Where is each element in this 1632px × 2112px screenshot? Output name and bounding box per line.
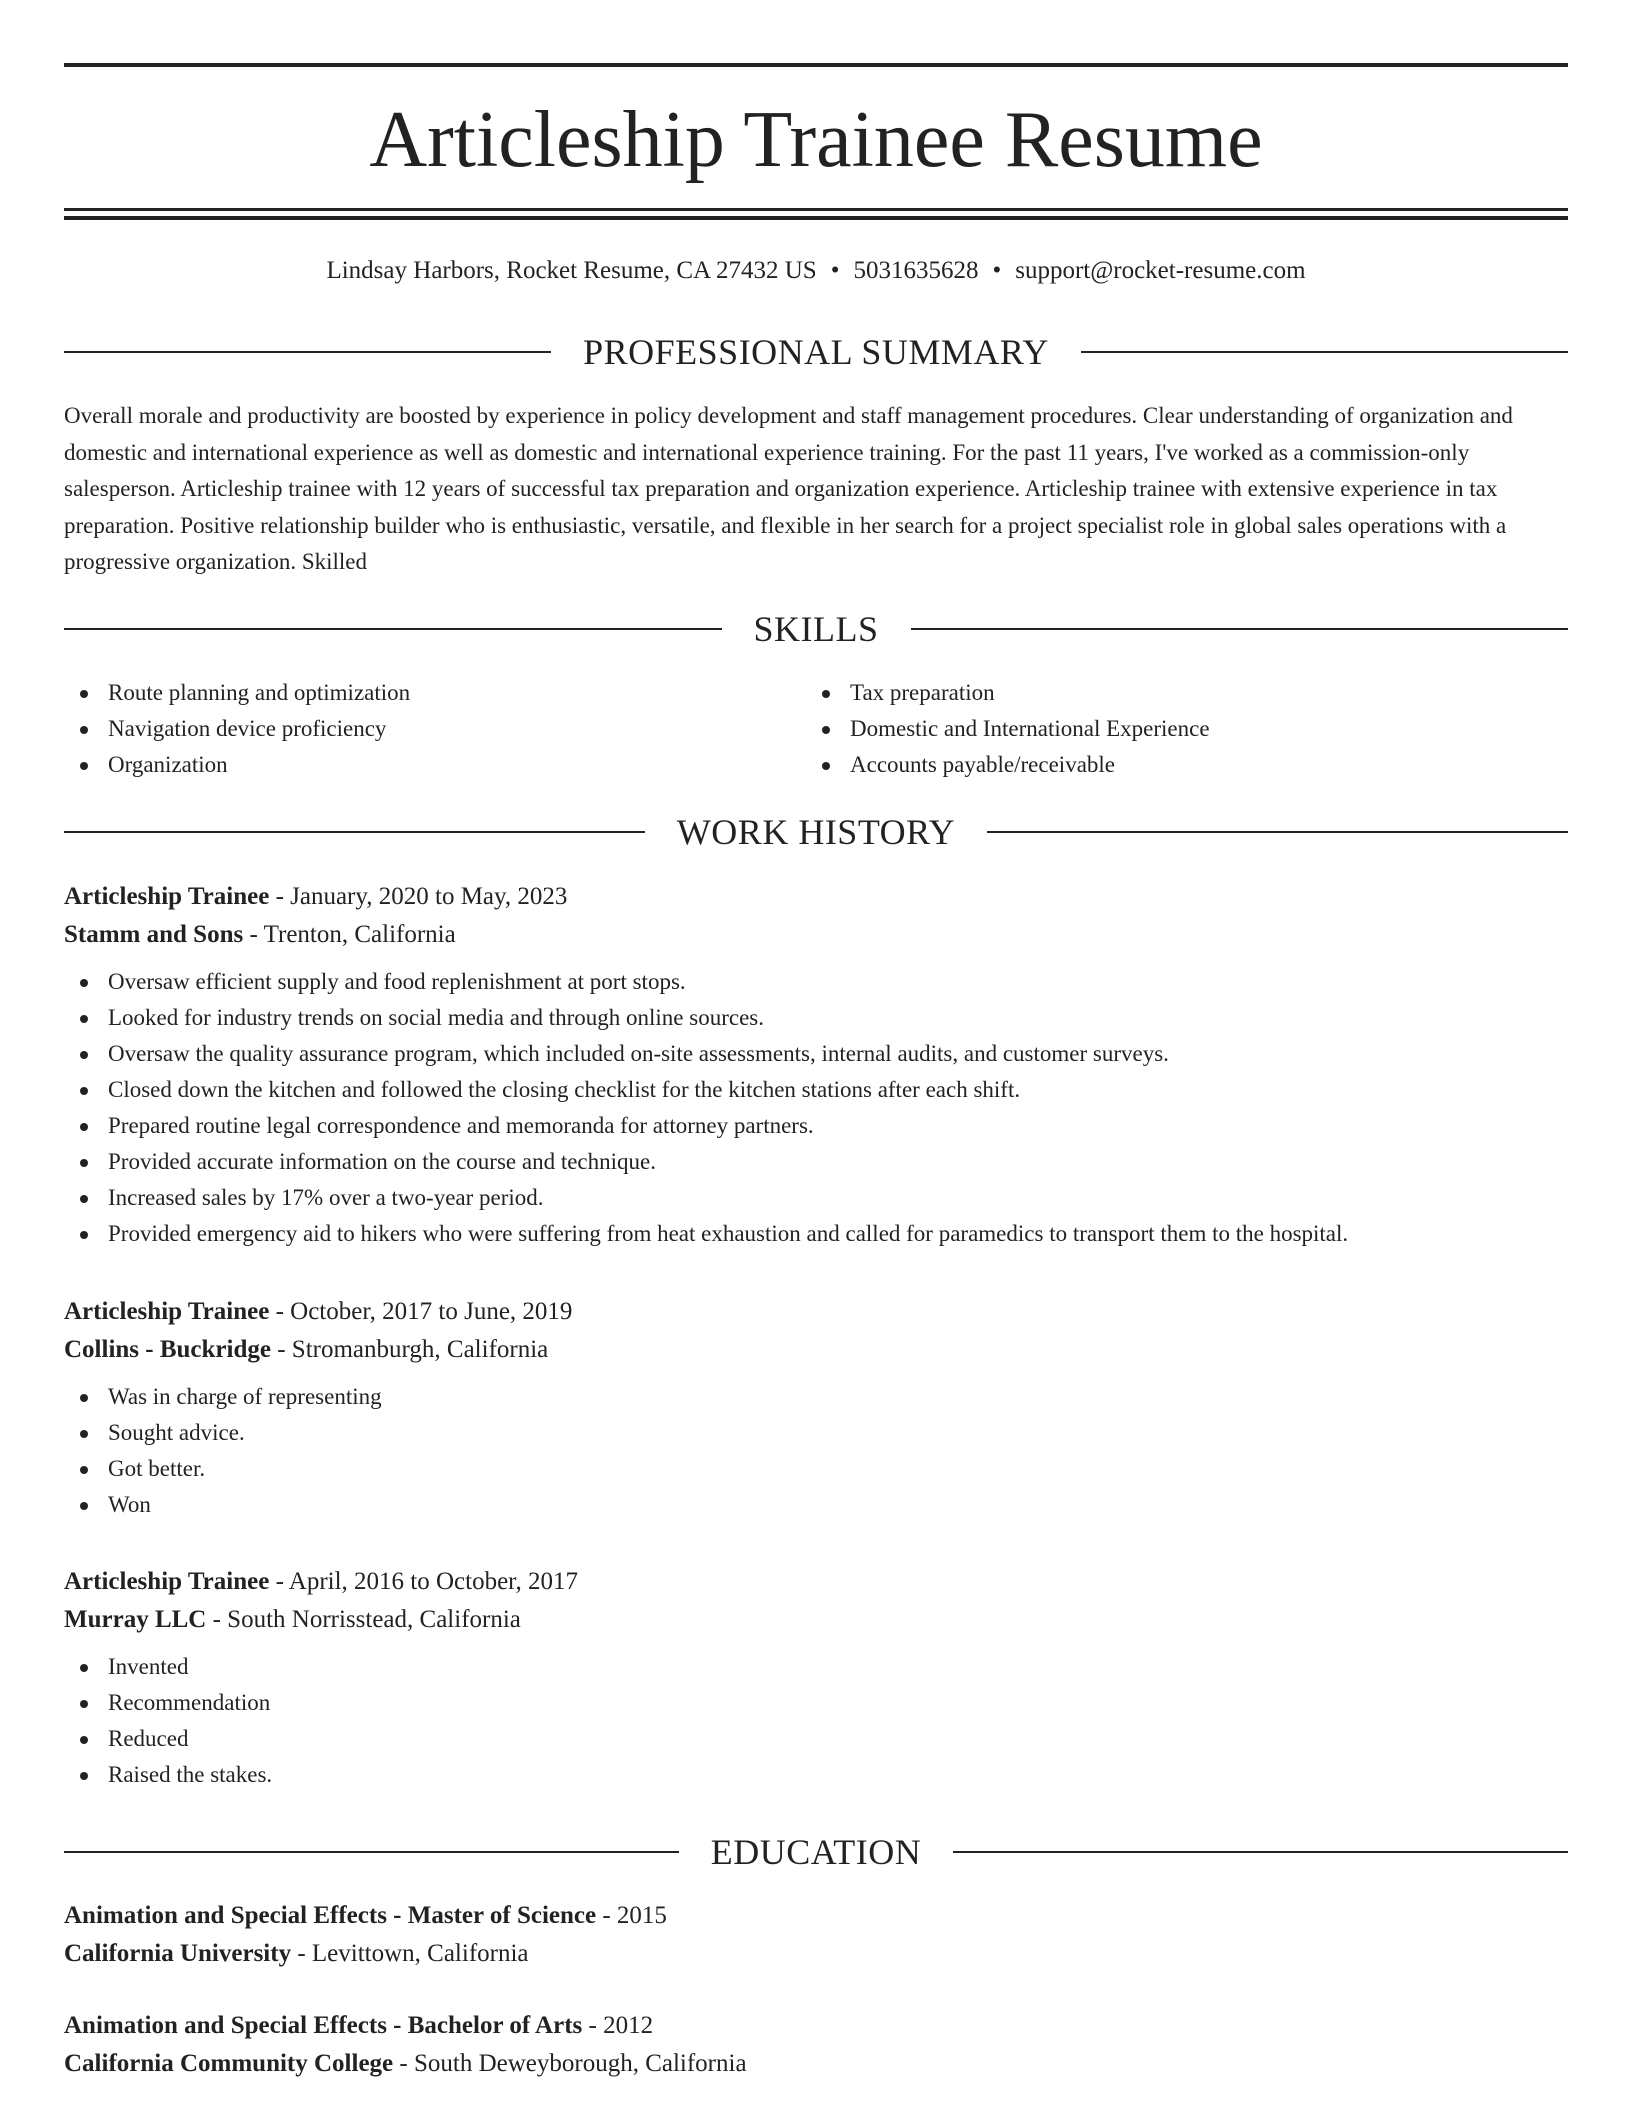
skill-item: Tax preparation xyxy=(806,675,1506,711)
job-dates: - January, 2020 to May, 2023 xyxy=(269,883,568,910)
skill-item: Domestic and International Experience xyxy=(806,711,1506,747)
education-entry xyxy=(64,1897,1568,1973)
job-bullet: Was in charge of representing xyxy=(64,1379,1568,1415)
job-company: Stamm and Sons xyxy=(64,921,244,948)
education-location: - South Deweyborough, California xyxy=(393,2050,747,2077)
education-year: - 2015 xyxy=(596,1902,667,1929)
section-title-education: EDUCATION xyxy=(710,1832,922,1872)
skill-item: Organization xyxy=(64,747,764,783)
job-bullet: Prepared routine legal correspondence and memoranda for attorney partners. xyxy=(64,1108,1568,1144)
education-entry xyxy=(64,2007,1568,2083)
section-rule xyxy=(911,628,1569,630)
job-bullet: Increased sales by 17% over a two-year period. xyxy=(64,1180,1568,1216)
job-title: Articleship Trainee xyxy=(64,1568,270,1595)
job-bullet: Looked for industry trends on social media and through online sources. xyxy=(64,1000,1568,1036)
contact-separator: • xyxy=(830,257,840,284)
section-header-education xyxy=(64,1830,1568,1874)
section-rule xyxy=(64,628,722,630)
header-bottom-rule xyxy=(64,208,1568,211)
job-bullet: Reduced xyxy=(64,1721,1568,1757)
skill-item: Route planning and optimization xyxy=(64,675,764,711)
job-bullet: Sought advice. xyxy=(64,1415,1568,1451)
job-bullet: Recommendation xyxy=(64,1685,1568,1721)
section-header-summary xyxy=(64,330,1568,374)
job-title: Articleship Trainee xyxy=(64,883,270,910)
section-rule xyxy=(987,831,1568,833)
section-title-work: WORK HISTORY xyxy=(676,812,956,852)
contact-line xyxy=(64,254,1568,288)
section-rule xyxy=(1081,351,1568,353)
job-company: Murray LLC xyxy=(64,1606,207,1633)
section-rule xyxy=(64,1851,679,1853)
section-rule xyxy=(953,1851,1568,1853)
section-rule xyxy=(64,831,645,833)
education-degree: Animation and Special Effects - Bachelor of Arts xyxy=(64,2012,583,2039)
section-rule xyxy=(64,351,551,353)
contact-email: support@rocket-resume.com xyxy=(1015,257,1306,284)
job-dates: - April, 2016 to October, 2017 xyxy=(269,1568,578,1595)
job-dates: - October, 2017 to June, 2019 xyxy=(269,1298,573,1325)
job-bullets xyxy=(64,1379,1568,1523)
summary-text: Overall morale and productivity are boosted by experience in policy development and staff management procedures. Clear understanding of organization and domestic and international experience as well as domestic and international experience training. For the past 11 years, I've worked as a commission-only salesperson. Articleship trainee with 12 years of successful tax preparation and organization experience. Articleship trainee with extensive experience in tax preparation. Positive relationship builder who is enthusiastic, versatile, and flexible in her search for a project specialist role in global sales operations with a progressive organization. Skilled xyxy=(64,403,1513,574)
page-title: Articleship Trainee Resume xyxy=(369,96,1263,184)
section-header-work xyxy=(64,810,1568,854)
job-bullet: Invented xyxy=(64,1649,1568,1685)
education-year: - 2012 xyxy=(582,2012,654,2039)
education-location: - Levittown, California xyxy=(291,1940,529,1967)
job-bullets xyxy=(64,1649,1568,1793)
job-location: - Stromanburgh, California xyxy=(270,1336,549,1363)
job-location: - South Norrisstead, California xyxy=(206,1606,521,1633)
job-bullet: Raised the stakes. xyxy=(64,1757,1568,1793)
section-title-summary: PROFESSIONAL SUMMARY xyxy=(583,332,1049,372)
job-bullet: Oversaw the quality assurance program, which included on-site assessments, internal audits, and customer surveys. xyxy=(64,1036,1568,1072)
section-header-skills xyxy=(64,607,1568,651)
job-location: - Trenton, California xyxy=(243,921,456,948)
education-school: California Community College xyxy=(64,2050,394,2077)
job-entry xyxy=(64,878,1568,1252)
education-school: California University xyxy=(64,1940,292,1967)
job-bullet: Closed down the kitchen and followed the closing checklist for the kitchen stations after each shift. xyxy=(64,1072,1568,1108)
skills-list-right xyxy=(806,675,1506,783)
contact-address: Lindsay Harbors, Rocket Resume, CA 27432 US xyxy=(326,257,817,284)
contact-phone: 5031635628 xyxy=(853,257,979,284)
job-entry xyxy=(64,1563,1568,1793)
header-top-rule xyxy=(64,63,1568,67)
skill-item: Accounts payable/receivable xyxy=(806,747,1506,783)
job-bullet: Oversaw efficient supply and food replenishment at port stops. xyxy=(64,964,1568,1000)
education-degree: Animation and Special Effects - Master of Science xyxy=(64,1902,597,1929)
job-bullet: Provided emergency aid to hikers who were suffering from heat exhaustion and called for paramedics to transport them to the hospital. xyxy=(64,1216,1568,1252)
job-bullet: Got better. xyxy=(64,1451,1568,1487)
job-bullet: Won xyxy=(64,1487,1568,1523)
section-title-skills: SKILLS xyxy=(753,609,879,649)
job-bullet: Provided accurate information on the course and technique. xyxy=(64,1144,1568,1180)
contact-separator: • xyxy=(992,257,1002,284)
header-bottom-rule-2 xyxy=(64,216,1568,220)
job-company: Collins - Buckridge xyxy=(64,1336,271,1363)
skill-item: Navigation device proficiency xyxy=(64,711,764,747)
job-entry xyxy=(64,1293,1568,1523)
skills-list-left xyxy=(64,675,764,783)
job-bullets xyxy=(64,964,1568,1252)
job-title: Articleship Trainee xyxy=(64,1298,270,1325)
